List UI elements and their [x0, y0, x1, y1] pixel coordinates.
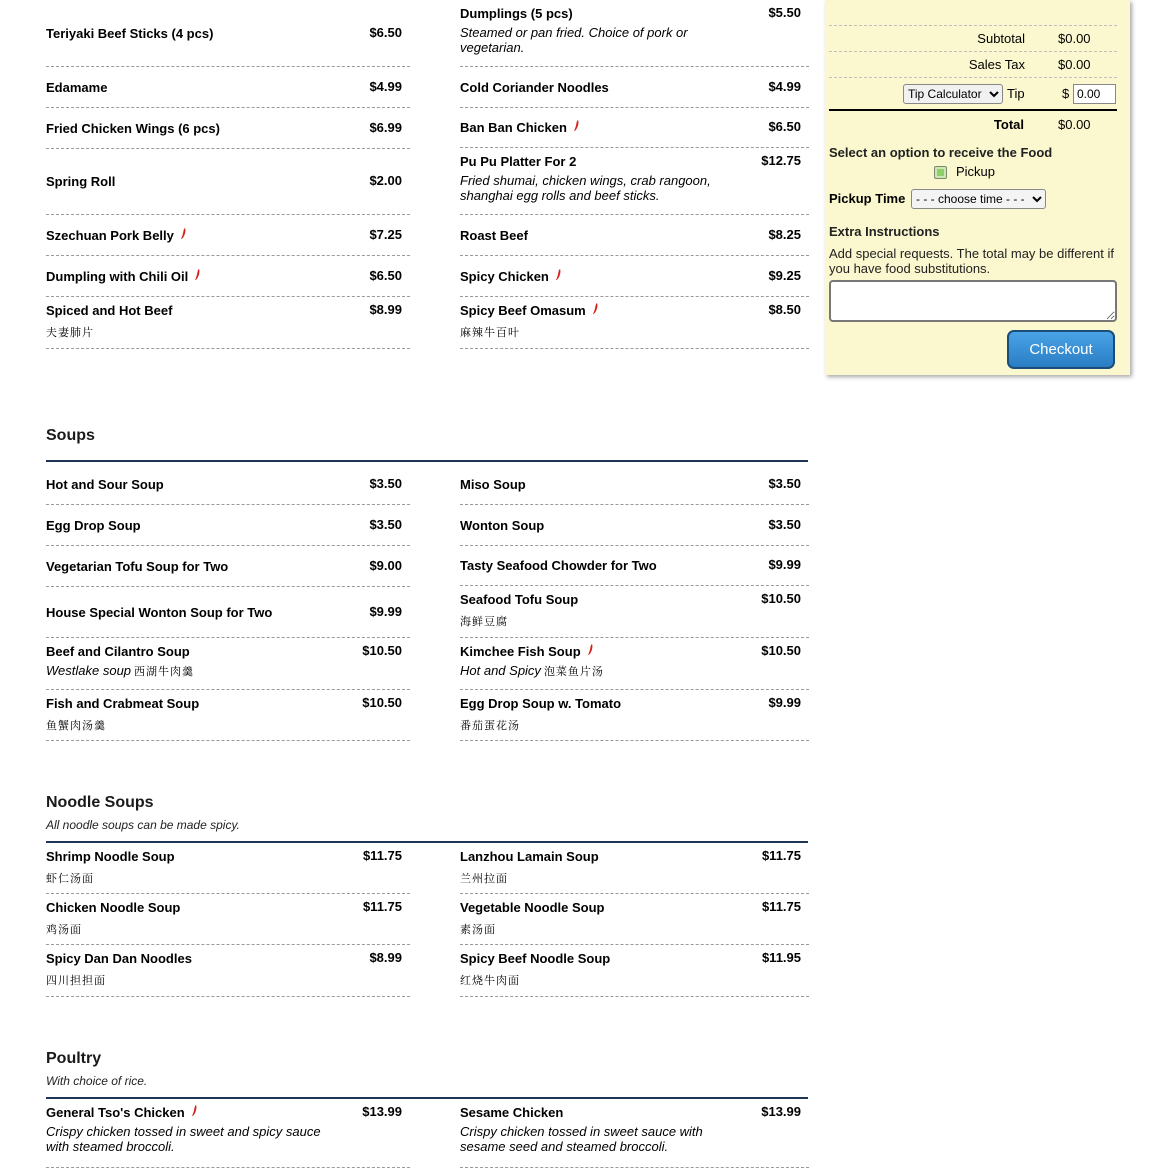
menu-item-chinese-name: 夫妻肺片: [46, 327, 94, 339]
menu-item-price: $3.50: [369, 476, 402, 491]
menu-item-price: $6.50: [369, 25, 402, 40]
menu-item-name-text: Vegetable Noodle Soup: [460, 900, 605, 915]
chili-pepper-icon: [549, 269, 561, 284]
subtotal-value: $0.00: [1058, 31, 1091, 46]
receive-option-heading: Select an option to receive the Food: [829, 145, 1053, 160]
menu-item-name: [46, 174, 115, 189]
menu-item[interactable]: [46, 1099, 410, 1168]
menu-item-name-text: Spicy Beef Omasum: [460, 303, 586, 318]
menu-item-name-text: Seafood Tofu Soup: [460, 592, 579, 607]
menu-item-price: $9.25: [768, 268, 801, 283]
menu-item-price: $8.25: [768, 227, 801, 242]
menu-item-name: [460, 477, 526, 492]
menu-item-price: $11.75: [362, 848, 402, 863]
menu-item-name: [460, 120, 579, 135]
menu-item-name-text: Spicy Dan Dan Noodles: [46, 951, 192, 966]
sales-tax-label: Sales Tax: [968, 57, 1025, 72]
menu-item-price: $6.50: [369, 268, 402, 283]
menu-item-price: $9.99: [369, 604, 402, 619]
menu-item[interactable]: [46, 843, 410, 894]
menu-item-name-text: Dumpling with Chili Oil: [46, 269, 189, 284]
menu-item-name: [460, 592, 578, 607]
menu-item-description: [460, 25, 730, 55]
menu-item-name-text: Pu Pu Platter For 2: [460, 154, 577, 169]
menu-item[interactable]: [46, 587, 410, 638]
menu-item[interactable]: [460, 638, 809, 690]
menu-item-name-text: Fried Chicken Wings (6 pcs): [46, 121, 220, 136]
menu-item-name: [46, 849, 175, 864]
chili-pepper-icon: [188, 269, 200, 284]
section-header: [46, 427, 808, 445]
menu-item-name: [46, 559, 228, 574]
menu-item-description-text: Westlake soup: [46, 663, 132, 678]
menu-item-price: $7.25: [369, 227, 402, 242]
menu-item-description: [460, 1124, 730, 1154]
menu-item-price: $6.50: [768, 119, 801, 134]
menu-item-name: [46, 303, 172, 318]
section-title: Soups: [46, 427, 95, 444]
menu-item-name: [46, 900, 180, 915]
menu-item-chinese-name: 虾仁汤面: [46, 873, 94, 885]
menu-item-name: [460, 558, 657, 573]
menu-item-name-text: Dumplings (5 pcs): [460, 6, 573, 21]
menu-item-description-text: Crispy chicken tossed in sweet sauce with sesame seed and steamed broccoli.: [460, 1124, 703, 1154]
cart-items-row: [829, 0, 1117, 26]
subtotal-row: [829, 26, 1117, 52]
section-title: Noodle Soups: [46, 794, 154, 811]
section-divider: [46, 460, 808, 462]
menu-item-chinese-name: 鱼蟹肉汤羹: [46, 720, 106, 732]
menu-item[interactable]: [460, 297, 809, 349]
menu-item-price: $8.99: [369, 950, 402, 965]
menu-item-name-text: General Tso's Chicken: [46, 1105, 185, 1120]
menu-item-name: [46, 605, 272, 620]
subtotal-label: Subtotal: [977, 31, 1025, 46]
menu-item-name-text: Spiced and Hot Beef: [46, 303, 173, 318]
menu-item[interactable]: [46, 256, 410, 297]
menu-item-chinese-name: 海鲜豆腐: [460, 616, 508, 628]
menu-item-name-text: Spicy Beef Noodle Soup: [460, 951, 611, 966]
menu-item[interactable]: [460, 1099, 809, 1168]
pickup-time-select[interactable]: [911, 189, 1046, 209]
menu-item-price: $10.50: [761, 643, 801, 658]
menu-item-name-text: Egg Drop Soup: [46, 518, 141, 533]
chili-pepper-icon: [567, 120, 579, 135]
extra-instructions-input[interactable]: [829, 280, 1117, 322]
menu-item-name: [46, 80, 107, 95]
pickup-label[interactable]: Pickup: [956, 164, 996, 179]
menu-item-name: [460, 644, 593, 659]
menu-item-name-text: Egg Drop Soup w. Tomato: [460, 696, 622, 711]
menu-item-name-text: Sesame Chicken: [460, 1105, 564, 1120]
section-subtitle: All noodle soups can be made spicy.: [46, 818, 240, 832]
menu-item-price: $3.50: [369, 517, 402, 532]
menu-item-description: [460, 663, 730, 680]
menu-item-name-text: Cold Coriander Noodles: [460, 80, 609, 95]
tip-label: Tip: [1007, 86, 1025, 101]
menu-item-price: $11.75: [362, 899, 402, 914]
chili-pepper-icon: [185, 1105, 197, 1120]
menu-item-name: [460, 518, 544, 533]
tip-calculator-select[interactable]: [903, 84, 1003, 104]
menu-item-name: [46, 228, 186, 243]
menu-item-price: $11.75: [761, 848, 801, 863]
menu-item-name: [46, 26, 213, 41]
menu-item-name: [46, 1105, 197, 1120]
menu-item[interactable]: [46, 690, 410, 741]
menu-item[interactable]: [460, 108, 809, 148]
menu-item-price: $3.50: [768, 476, 801, 491]
sales-tax-row: [829, 52, 1117, 78]
pickup-time-label: Pickup Time: [829, 191, 906, 206]
menu-item-chinese-name: 番茄蛋花汤: [460, 720, 520, 732]
chili-pepper-icon: [174, 228, 186, 243]
menu-item-name: [460, 154, 576, 169]
menu-item[interactable]: [460, 67, 809, 108]
tip-input[interactable]: [1073, 84, 1116, 104]
menu-item-chinese-name: 麻辣牛百叶: [460, 327, 520, 339]
menu-item[interactable]: [460, 586, 809, 638]
menu-item-price: $3.50: [768, 517, 801, 532]
menu-item[interactable]: [460, 464, 809, 505]
menu-item[interactable]: [46, 67, 410, 108]
section-title: Poultry: [46, 1050, 102, 1067]
total-value: $0.00: [1058, 117, 1091, 132]
total-label: Total: [993, 117, 1024, 132]
menu-item[interactable]: [460, 256, 809, 297]
menu-item[interactable]: [46, 894, 410, 945]
menu-item-name: [46, 477, 164, 492]
menu-item[interactable]: [46, 108, 410, 149]
menu-item-name-text: Szechuan Pork Belly: [46, 228, 174, 243]
menu-item-name: [460, 269, 561, 284]
menu-item-name-text: Shrimp Noodle Soup: [46, 849, 175, 864]
menu-item[interactable]: [46, 546, 410, 587]
menu-item[interactable]: [460, 690, 809, 741]
menu-item-name-text: Fish and Crabmeat Soup: [46, 696, 200, 711]
menu-item-chinese-name: 泡菜鱼片汤: [543, 666, 604, 678]
menu-item-name: [46, 696, 199, 711]
menu-item-name-text: Teriyaki Beef Sticks (4 pcs): [46, 26, 214, 41]
menu-item-name: [46, 951, 192, 966]
menu-item-name-text: Beef and Cilantro Soup: [46, 644, 190, 659]
menu-item-price: $9.00: [369, 558, 402, 573]
menu-item-name-text: Spring Roll: [46, 174, 116, 189]
menu-item[interactable]: [46, 0, 410, 67]
menu-item[interactable]: [460, 843, 809, 894]
menu-item-price: $10.50: [761, 591, 801, 606]
menu-item-price: $9.99: [768, 695, 801, 710]
sales-tax-value: $0.00: [1058, 57, 1091, 72]
menu-item-name: [460, 228, 528, 243]
menu-item[interactable]: [460, 945, 809, 997]
menu-item-chinese-name: 四川担担面: [46, 975, 106, 987]
extra-instructions-heading: Extra Instructions: [829, 224, 940, 239]
menu-item-name: [46, 644, 190, 659]
menu-item-name-text: Ban Ban Chicken: [460, 120, 567, 135]
order-sidebar: [825, 0, 1130, 375]
menu-item-name: [46, 121, 220, 136]
menu-item-price: $10.50: [362, 643, 402, 658]
menu-item-price: $4.99: [768, 79, 801, 94]
total-divider: [829, 109, 1117, 111]
menu-item[interactable]: [46, 638, 410, 690]
menu-item-description-text: Fried shumai, chicken wings, crab rangoon, shanghai egg rolls and beef sticks.: [460, 173, 711, 203]
menu-item[interactable]: [46, 297, 410, 349]
chili-pepper-icon: [581, 644, 593, 659]
menu-item-name-text: Roast Beef: [460, 228, 528, 243]
menu-item-price: $12.75: [761, 153, 801, 168]
menu-item-description: [460, 173, 730, 203]
menu-item-chinese-name: 素汤面: [460, 924, 496, 936]
menu-item-name-text: Lanzhou Lamain Soup: [460, 849, 599, 864]
menu-item-chinese-name: 红烧牛肉面: [460, 975, 520, 987]
section-subtitle: With choice of rice.: [46, 1074, 148, 1088]
menu-item-name: [460, 951, 610, 966]
menu-item-price: $11.75: [761, 899, 801, 914]
menu-item[interactable]: [460, 0, 809, 67]
menu-item[interactable]: [46, 464, 410, 505]
menu-item-description-text: Hot and Spicy: [460, 663, 541, 678]
menu-item-name: [460, 849, 599, 864]
menu-item-name-text: Tasty Seafood Chowder for Two: [460, 558, 657, 573]
menu-item[interactable]: [460, 215, 809, 256]
menu-item-price: $5.50: [768, 5, 801, 20]
menu-item-name: [460, 696, 621, 711]
menu-item-name-text: Wonton Soup: [460, 518, 545, 533]
menu-item[interactable]: [46, 945, 410, 997]
extra-instructions-help: Add special requests. The total may be different if you have food substitutions.: [829, 246, 1114, 276]
tip-currency: $: [1062, 86, 1070, 101]
menu-item-chinese-name: 兰州拉面: [460, 873, 508, 885]
menu-item-name-text: Miso Soup: [460, 477, 526, 492]
menu-item-price: $2.00: [369, 173, 402, 188]
menu-item-chinese-name: 西湖牛肉羹: [134, 666, 195, 678]
pickup-radio[interactable]: [934, 166, 947, 179]
menu-item-name: [46, 518, 141, 533]
menu-item-name: [46, 269, 200, 284]
menu-item[interactable]: [46, 505, 410, 546]
menu-item-name: [460, 900, 604, 915]
menu-item[interactable]: [46, 215, 410, 256]
menu-item-name: [460, 1105, 563, 1120]
menu-item-name-text: House Special Wonton Soup for Two: [46, 605, 273, 620]
menu-item-description-text: Crispy chicken tossed in sweet and spicy sauce with steamed broccoli.: [46, 1124, 321, 1154]
menu-item-price: $13.99: [362, 1104, 402, 1119]
menu-item-name-text: Kimchee Fish Soup: [460, 644, 581, 659]
menu-item-price: $9.99: [768, 557, 801, 572]
menu-item-description: [46, 663, 326, 680]
menu-item-name-text: Spicy Chicken: [460, 269, 549, 284]
menu-item-price: $8.99: [369, 302, 402, 317]
menu-item[interactable]: [46, 149, 410, 215]
chili-pepper-icon: [586, 303, 598, 318]
menu-item-price: $11.95: [761, 950, 801, 965]
menu-item-name-text: Edamame: [46, 80, 108, 95]
menu-item-price: $10.50: [362, 695, 402, 710]
menu-item[interactable]: [460, 894, 809, 945]
menu-item-name-text: Hot and Sour Soup: [46, 477, 164, 492]
menu-item-name: [460, 80, 609, 95]
menu-item-description-text: Steamed or pan fried. Choice of pork or vegetarian.: [460, 25, 688, 55]
menu-item-name: [460, 303, 598, 318]
menu-item-name: [460, 6, 573, 21]
menu-item[interactable]: [460, 505, 809, 546]
menu-item-price: $6.99: [369, 120, 402, 135]
menu-item-description: [46, 1124, 326, 1154]
menu-item-price: $4.99: [369, 79, 402, 94]
section-header: [46, 794, 808, 832]
checkout-button[interactable]: Checkout: [1007, 330, 1115, 369]
menu-item-name-text: Chicken Noodle Soup: [46, 900, 181, 915]
menu-item-price: $8.50: [768, 302, 801, 317]
menu-item-chinese-name: 鸡汤面: [46, 924, 82, 936]
menu-item-name-text: Vegetarian Tofu Soup for Two: [46, 559, 229, 574]
menu-item-price: $13.99: [761, 1104, 801, 1119]
section-header: [46, 1050, 808, 1088]
menu-item[interactable]: [460, 546, 809, 586]
menu-item[interactable]: [460, 148, 809, 215]
